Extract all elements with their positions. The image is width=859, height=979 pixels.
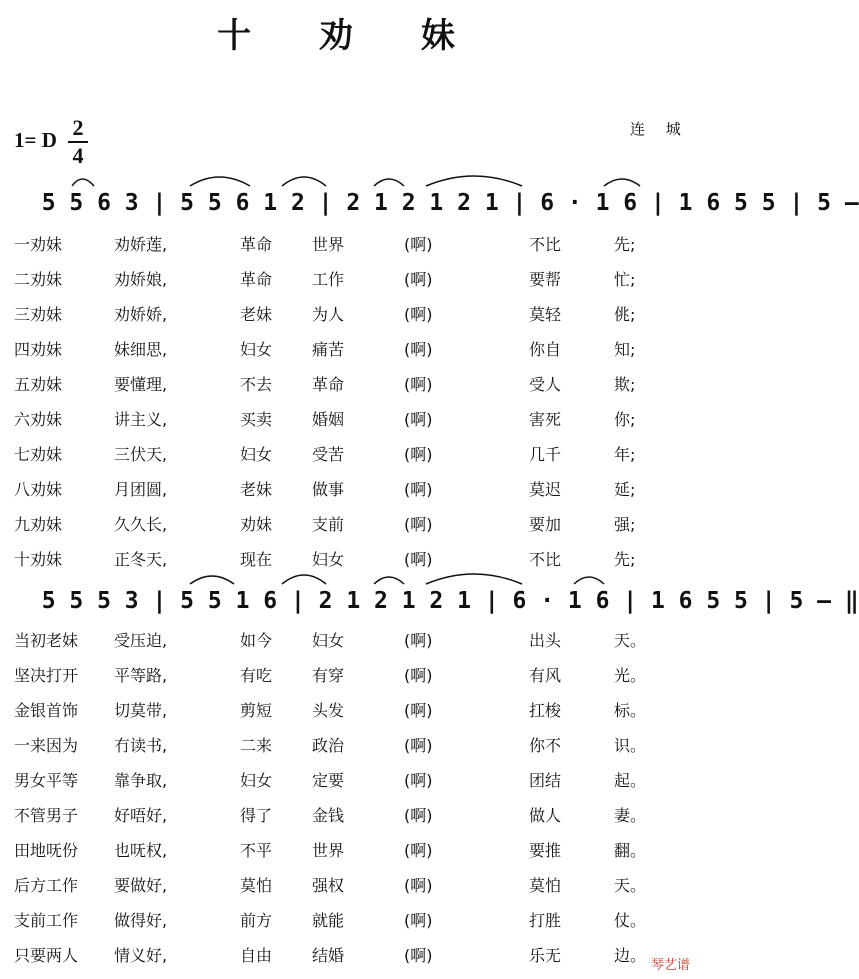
- lyric-cell: 妇女: [240, 771, 273, 790]
- lyric-cell: 八劝妹: [14, 480, 63, 499]
- lyric-cell: 受压迫,: [114, 631, 168, 650]
- lyric-cell: (啊): [404, 445, 433, 464]
- lyric-cell: 劝娇娘,: [114, 270, 168, 289]
- lyric-cell: 定要: [312, 771, 345, 790]
- song-title: 十 劝 妹: [217, 16, 483, 56]
- lyric-cell: 你不: [529, 736, 562, 755]
- lyric-cell: (啊): [404, 375, 433, 394]
- lyric-cell: 起。: [614, 771, 647, 790]
- lyric-cell: 婚姻: [312, 410, 345, 429]
- lyric-cell: 痛苦: [312, 340, 345, 359]
- lyric-cell: 受苦: [312, 445, 345, 464]
- time-bottom: 4: [72, 143, 84, 168]
- lyric-cell: 有吃: [240, 666, 273, 685]
- lyric-cell: 几千: [529, 445, 562, 464]
- lyric-cell: 二劝妹: [14, 270, 63, 289]
- lyric-cell: 二来: [240, 736, 273, 755]
- lyric-cell: 工作: [312, 270, 345, 289]
- lyric-cell: (啊): [404, 806, 433, 825]
- lyric-cell: 害死: [529, 410, 562, 429]
- lyric-cell: 支前工作: [14, 911, 79, 930]
- lyric-cell: 莫怕: [529, 876, 562, 895]
- lyric-cell: 莫怕: [240, 876, 273, 895]
- lyric-cell: 自由: [240, 946, 273, 965]
- lyric-cell: 革命: [312, 375, 345, 394]
- lyric-cell: 不比: [529, 235, 562, 254]
- lyric-cell: 切莫带,: [114, 701, 168, 720]
- lyric-cell: 世界: [312, 235, 345, 254]
- lyric-cell: 有风: [529, 666, 562, 685]
- lyric-cell: 你自: [529, 340, 562, 359]
- lyric-cell: 强;: [614, 515, 636, 534]
- lyric-cell: 老妹: [240, 305, 273, 324]
- lyric-cell: 要加: [529, 515, 562, 534]
- lyric-cell: 莫轻: [529, 305, 562, 324]
- lyric-cell: (啊): [404, 480, 433, 499]
- lyric-cell: 月团圆,: [114, 480, 168, 499]
- lyric-cell: (啊): [404, 270, 433, 289]
- lyric-cell: 年;: [614, 445, 636, 464]
- lyric-cell: (啊): [404, 550, 433, 569]
- lyric-cell: 不比: [529, 550, 562, 569]
- lyric-cell: 天。: [614, 876, 647, 895]
- lyric-cell: 十劝妹: [14, 550, 63, 569]
- lyric-cell: 靠争取,: [114, 771, 168, 790]
- lyric-cell: 一劝妹: [14, 235, 63, 254]
- slur-marks: [14, 156, 694, 196]
- lyric-cell: 有穿: [312, 666, 345, 685]
- melody-line-2: [14, 588, 859, 632]
- lyric-cell: 做人: [529, 806, 562, 825]
- lyric-cell: 劝娇娇,: [114, 305, 168, 324]
- lyric-cell: 平等路,: [114, 666, 168, 685]
- lyric-cell: 三伏天,: [114, 445, 168, 464]
- melody-line-1: [14, 190, 859, 234]
- lyric-cell: (啊): [404, 410, 433, 429]
- lyric-cell: 出头: [529, 631, 562, 650]
- lyric-cell: 久久长,: [114, 515, 168, 534]
- lyric-cell: 妻。: [614, 806, 647, 825]
- lyric-cell: 欺;: [614, 375, 636, 394]
- lyric-cell: 好唔好,: [114, 806, 168, 825]
- lyric-cell: 扛梭: [529, 701, 562, 720]
- lyric-cell: 翻。: [614, 841, 647, 860]
- lyric-cell: 坚决打开: [14, 666, 79, 685]
- lyric-cell: 不去: [240, 375, 273, 394]
- lyric-cell: (啊): [404, 235, 433, 254]
- lyric-cell: (啊): [404, 736, 433, 755]
- lyric-cell: 老妹: [240, 480, 273, 499]
- lyric-cell: 标。: [614, 701, 647, 720]
- key-signature: 1= D: [14, 128, 57, 152]
- lyric-cell: (啊): [404, 771, 433, 790]
- lyric-cell: (啊): [404, 340, 433, 359]
- lyric-cell: 团结: [529, 771, 562, 790]
- lyric-cell: (啊): [404, 911, 433, 930]
- lyric-cell: 后方工作: [14, 876, 79, 895]
- lyric-cell: (啊): [404, 876, 433, 895]
- lyric-cell: 劝妹: [240, 515, 273, 534]
- lyric-cell: (啊): [404, 666, 433, 685]
- lyric-cell: 如今: [240, 631, 273, 650]
- lyric-cell: 六劝妹: [14, 410, 63, 429]
- lyric-cell: 也呒权,: [114, 841, 168, 860]
- lyric-cell: (啊): [404, 701, 433, 720]
- lyric-cell: 不平: [240, 841, 273, 860]
- lyric-cell: 先;: [614, 235, 636, 254]
- lyric-cell: 正冬天,: [114, 550, 168, 569]
- lyric-cell: 买卖: [240, 410, 273, 429]
- lyric-cell: 要推: [529, 841, 562, 860]
- lyric-cell: 要懂理,: [114, 375, 168, 394]
- lyric-cell: 为人: [312, 305, 345, 324]
- lyric-cell: 世界: [312, 841, 345, 860]
- lyric-cell: 结婚: [312, 946, 345, 965]
- time-top: 2: [72, 115, 84, 140]
- lyric-cell: 佻;: [614, 305, 636, 324]
- lyric-cell: 七劝妹: [14, 445, 63, 464]
- slur-marks: [14, 554, 694, 594]
- lyric-cell: 做事: [312, 480, 345, 499]
- lyric-cell: 只要两人: [14, 946, 79, 965]
- lyric-cell: 田地呒份: [14, 841, 79, 860]
- lyric-cell: 莫迟: [529, 480, 562, 499]
- lyric-cell: 做得好,: [114, 911, 168, 930]
- melody-notes: 5 5 6 3 | 5 5 6 1 2 | 2 1 2 1 2 1 | 6 · 1 6 | 1 6 5 5 | 5 –: [41, 190, 859, 216]
- lyric-cell: 光。: [614, 666, 647, 685]
- lyric-cell: 金钱: [312, 806, 345, 825]
- lyric-cell: 五劝妹: [14, 375, 63, 394]
- lyric-cell: 九劝妹: [14, 515, 63, 534]
- lyric-cell: (啊): [404, 631, 433, 650]
- lyric-cell: 知;: [614, 340, 636, 359]
- lyric-cell: 妇女: [312, 631, 345, 650]
- lyric-cell: 现在: [240, 550, 273, 569]
- lyric-cell: 强权: [312, 876, 345, 895]
- lyric-cell: 受人: [529, 375, 562, 394]
- lyric-cell: 讲主义,: [114, 410, 168, 429]
- lyric-cell: 劝娇莲,: [114, 235, 168, 254]
- lyric-cell: 头发: [312, 701, 345, 720]
- lyric-cell: 政治: [312, 736, 345, 755]
- lyric-cell: 就能: [312, 911, 345, 930]
- lyric-cell: 先;: [614, 550, 636, 569]
- lyric-cell: 妇女: [240, 340, 273, 359]
- lyric-cell: 支前: [312, 515, 345, 534]
- lyric-cell: 你;: [614, 410, 636, 429]
- lyric-cell: 仗。: [614, 911, 647, 930]
- lyric-cell: 金银首饰: [14, 701, 79, 720]
- lyric-cell: 冇读书,: [114, 736, 168, 755]
- lyric-cell: (啊): [404, 841, 433, 860]
- lyric-cell: 延;: [614, 480, 636, 499]
- lyric-cell: 情义好,: [114, 946, 168, 965]
- lyric-cell: 三劝妹: [14, 305, 63, 324]
- lyric-cell: 忙;: [614, 270, 636, 289]
- lyric-cell: 打胜: [529, 911, 562, 930]
- lyric-cell: 妇女: [312, 550, 345, 569]
- lyric-cell: 革命: [240, 235, 273, 254]
- lyric-cell: (啊): [404, 946, 433, 965]
- lyric-cell: 要做好,: [114, 876, 168, 895]
- composer: 连 城: [630, 120, 689, 138]
- lyric-cell: 妹细思,: [114, 340, 168, 359]
- lyric-cell: (啊): [404, 305, 433, 324]
- lyric-cell: 男女平等: [14, 771, 79, 790]
- lyric-cell: 妇女: [240, 445, 273, 464]
- lyric-cell: 前方: [240, 911, 273, 930]
- lyric-cell: 当初老妹: [14, 631, 79, 650]
- melody-notes: 5 5 5 3 | 5 5 1 6 | 2 1 2 1 2 1 | 6 · 1 6 | 1 6 5 5 | 5 – ‖: [41, 588, 859, 614]
- lyric-cell: 不管男子: [14, 806, 79, 825]
- lyric-cell: 识。: [614, 736, 647, 755]
- lyric-cell: 革命: [240, 270, 273, 289]
- lyric-cell: 四劝妹: [14, 340, 63, 359]
- site-logo: 琴艺谱: [650, 958, 690, 973]
- lyric-cell: 一来因为: [14, 736, 79, 755]
- lyric-cell: (啊): [404, 515, 433, 534]
- lyric-cell: 剪短: [240, 701, 273, 720]
- lyric-cell: 要帮: [529, 270, 562, 289]
- lyric-cell: 得了: [240, 806, 273, 825]
- lyric-cell: 天。: [614, 631, 647, 650]
- lyric-cell: 乐无: [529, 946, 562, 965]
- lyric-cell: 边。: [614, 946, 647, 965]
